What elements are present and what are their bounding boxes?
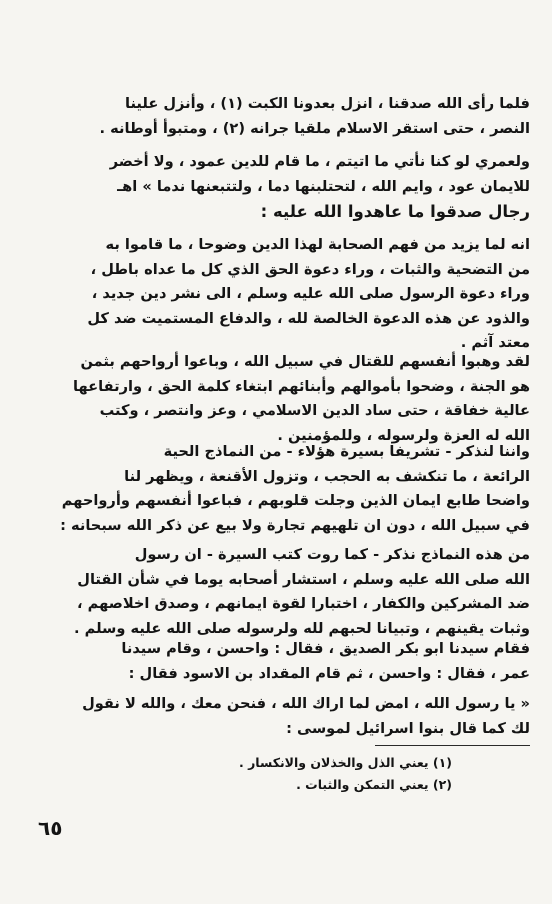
text-line: الله صلى الله عليه وسلم ، استشار أصحابه يوما في شأن القتال	[77, 570, 530, 588]
text-line: النصر ، حتى استقر الاسلام ملقيا جرانه (٢) ، ومتبوأ أوطانه .	[99, 119, 530, 137]
paragraph-3	[20, 233, 530, 356]
paragraph-5	[20, 440, 530, 538]
text-line: والذود عن هذه الدعوة الخالصة لله ، والدفاع المستميت ضد كل	[87, 309, 530, 327]
text-line: وثبات يقينهم ، وتبيانا لحبهم لله ولرسوله صلى الله عليه وسلم .	[74, 619, 530, 637]
text-line: هو الجنة ، وضحوا بأموالهم وأبنائهم ابتغاء كلمة الحق ، وارتفاعها	[73, 377, 530, 395]
paragraph-6	[20, 543, 530, 641]
section-heading: رجال صدقوا ما عاهدوا الله عليه :	[260, 202, 530, 221]
footnote-2: (٢) يعني التمكن والثبات .	[296, 777, 452, 792]
text-line: الرائعة ، ما تنكشف به الحجب ، وتزول الأقنعة ، ويظهر لنا	[124, 467, 530, 485]
text-line: من هذه النماذج نذكر - كما روت كتب السيرة - ان رسول	[134, 546, 530, 563]
text-line: الله له العزة ولرسوله ، وللمؤمنين .	[277, 426, 530, 444]
page-number: ٦٥	[38, 816, 63, 840]
text-line: انه لما يزيد من فهم الصحابة لهذا الدين وضوحا ، ما قاموا به	[105, 236, 530, 253]
footnote-divider	[375, 745, 530, 746]
paragraph-8	[20, 692, 530, 741]
text-line: واننا لنذكر - تشريفا بسيرة هؤلاء - من النماذج الحية	[163, 443, 530, 460]
text-line: لك كما قال بنوا اسرائيل لموسى :	[286, 719, 530, 737]
text-line: لقد وهبوا أنفسهم للقتال في سبيل الله ، وباعوا أرواحهم بثمن	[80, 353, 530, 370]
text-line: للايمان عود ، وايم الله ، لتحتلبنها دما ، ولتتبعنها ندما » اهـ	[117, 177, 530, 195]
paragraph-2	[20, 150, 530, 199]
text-line: « يا رسول الله ، امض لما اراك الله ، فنحن معك ، والله لا نقول	[82, 695, 530, 712]
text-line: عمر ، فقال : واحسن ، ثم قام المقداد بن الاسود فقال :	[128, 664, 530, 682]
text-line: ولعمري لو كنا نأتي ما اتيتم ، ما قام للدين عمود ، ولا أخضر	[109, 153, 530, 170]
text-line: من التضحية والثبات ، وراء دعوة الحق الذي كل ما عداه باطل ،	[90, 260, 530, 278]
text-line: وراء دعوة الرسول صلى الله عليه وسلم ، الى نشر دين جديد ،	[91, 285, 530, 303]
text-line: عالية خفاقة ، حتى ساد الدين الاسلامي ، وعز وانتصر ، وكتب	[99, 402, 530, 420]
paragraph-7	[20, 637, 530, 686]
text-line: فقام سيدنا ابو بكر الصديق ، فقال : واحسن ، وقام سيدنا	[121, 640, 530, 657]
text-line: في سبيل الله ، دون ان تلهيهم تجارة ولا بيع عن ذكر الله سبحانه :	[60, 516, 530, 534]
footnote-1: (١) يعني الذل والخذلان والانكسار .	[238, 755, 452, 770]
text-line: ضد المشركين والكفار ، اختبارا لقوة ايمانهم ، وصدق اخلاصهم ،	[77, 595, 530, 613]
paragraph-4	[20, 350, 530, 448]
text-line: فلما رأى الله صدقنا ، انزل بعدونا الكبت (١) ، وأنزل علينا	[124, 95, 530, 112]
text-line: معتد آثم .	[460, 334, 530, 352]
text-line: واضحا طابع ايمان الذين وجلت قلوبهم ، فباعوا أنفسهم وأرواحهم	[61, 492, 530, 510]
paragraph-1	[20, 92, 530, 141]
